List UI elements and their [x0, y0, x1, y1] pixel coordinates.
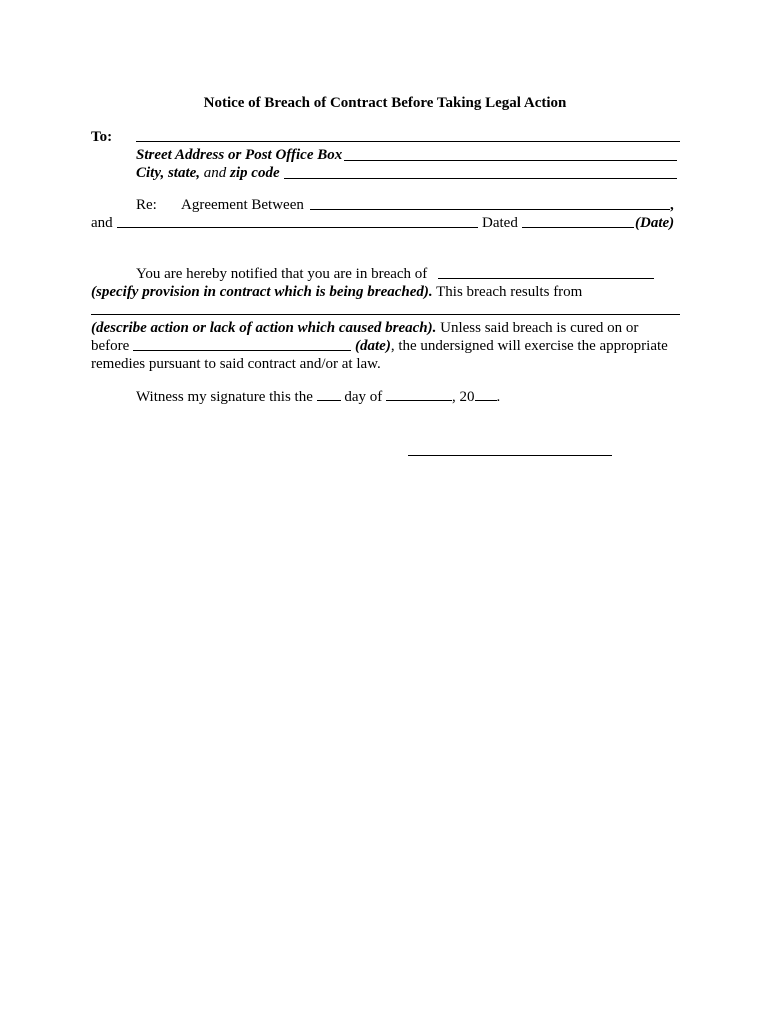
describe-action-hint: (describe action or lack of action which caused breach).: [91, 320, 437, 336]
specify-provision-row: [91, 283, 582, 301]
before-label: before: [91, 338, 130, 354]
to-label: To:: [91, 129, 113, 145]
unless-cured-text: Unless said breach is cured on or: [440, 320, 639, 336]
agreement-date-line[interactable]: [522, 227, 634, 228]
witness-text-3: , 20: [452, 389, 475, 405]
party-two-line[interactable]: [117, 227, 478, 228]
and-label: and: [91, 215, 113, 231]
specify-provision-hint: (specify provision in contract which is being breached).: [91, 284, 433, 300]
witness-text-1: Witness my signature this the: [136, 389, 313, 405]
date-hint: (Date): [635, 215, 675, 231]
re-label: Re:: [136, 197, 157, 213]
agreement-between-label: Agreement Between: [181, 197, 304, 213]
city-state-zip-line[interactable]: [284, 178, 677, 179]
street-address-label: Street Address or Post Office Box: [136, 147, 343, 163]
comma: ,: [670, 197, 674, 213]
witness-text-4: .: [496, 389, 501, 405]
city-state-zip-label: [136, 164, 280, 182]
recipient-name-line[interactable]: [136, 141, 680, 142]
date-hint-inline: (date): [355, 338, 391, 354]
witness-text-2: day of: [344, 389, 383, 405]
page-title: Notice of Breach of Contract Before Taking Legal Action: [203, 95, 567, 111]
witness-row: [136, 388, 500, 406]
month-blank[interactable]: [386, 388, 452, 401]
cure-date-line[interactable]: [133, 350, 351, 351]
signature-line[interactable]: [408, 455, 612, 456]
date-remedy-row: [355, 337, 668, 355]
undersigned-text: , the undersigned will exercise the appropriate: [390, 338, 668, 354]
describe-action-row: [91, 319, 638, 337]
dated-label: Dated: [482, 215, 518, 231]
zip-code-label: zip code: [230, 165, 280, 181]
street-address-line[interactable]: [344, 160, 677, 161]
breach-description-line[interactable]: [91, 314, 680, 315]
party-one-line[interactable]: [310, 209, 670, 210]
remedies-text: remedies pursuant to said contract and/or at law.: [91, 356, 381, 372]
city-state-label: City, state,: [136, 165, 201, 181]
contract-provision-line[interactable]: [438, 278, 654, 279]
day-blank[interactable]: [317, 388, 341, 401]
year-blank[interactable]: [475, 388, 497, 401]
notice-text: You are hereby notified that you are in breach of: [136, 266, 428, 282]
breach-results-text: This breach results from: [436, 284, 583, 300]
and-word: and: [203, 165, 227, 181]
